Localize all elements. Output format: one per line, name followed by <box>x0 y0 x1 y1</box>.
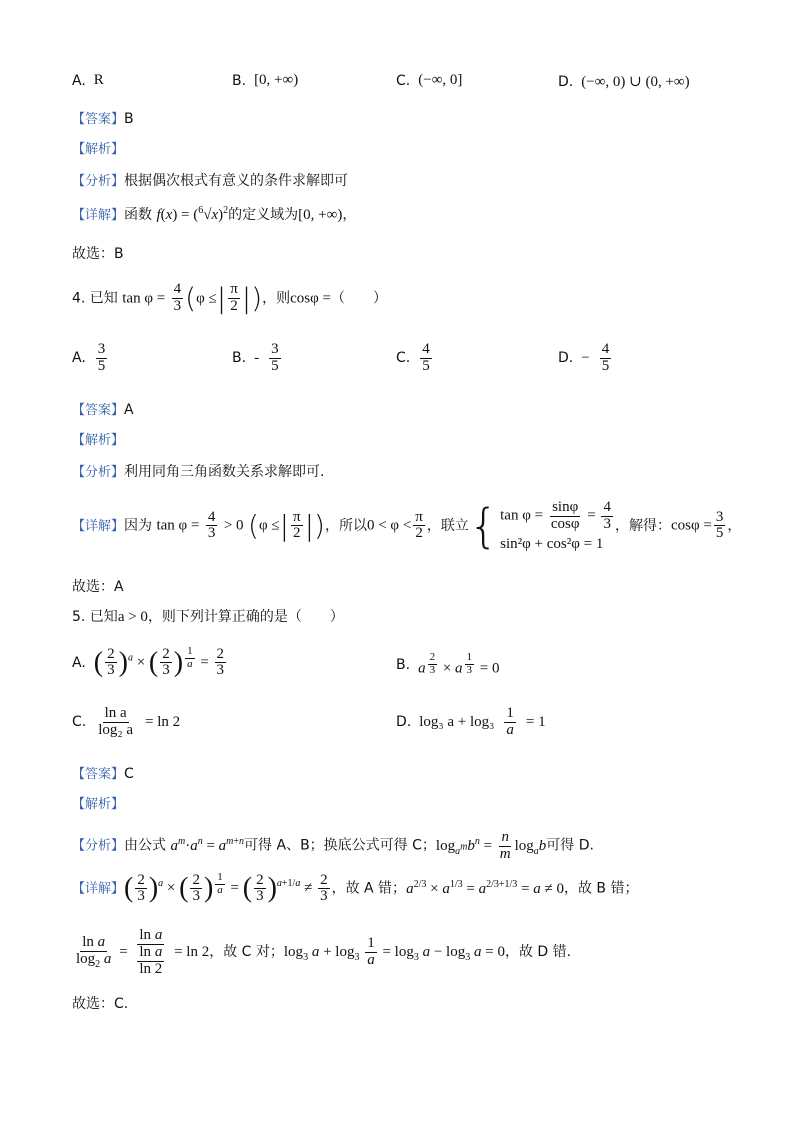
q3-option-d-letter: D. <box>558 73 574 90</box>
q4-system-frac1 <box>549 500 582 533</box>
q5-choose: 故选：C. <box>72 996 129 1012</box>
q5-fenxi-tag: 【分析】 <box>72 838 125 854</box>
q5-option-a-formula: ( $\frac{2}{3}$ )$^a$ × ( $\frac{2}{3}$ ) $^{\frac{1}{a}}$ = $\frac{2}{3}$ <box>93 645 225 679</box>
q4-xiangjie-result <box>714 510 726 543</box>
q3-answer-tag: 【答案】 <box>72 112 125 127</box>
q4-option-b-num: 3 <box>271 341 279 357</box>
q4-choose: 故选：A <box>72 579 124 595</box>
q4-option-b-fraction <box>269 342 281 375</box>
q4-xiangjie-pi-fraction <box>291 510 303 543</box>
q5-xiangjie-line-1 <box>72 872 638 905</box>
q4-system-brace: { <box>468 498 499 553</box>
q3-xiangjie-line <box>72 204 356 226</box>
q4-system-row-2: sin²φ + cos²φ = 1 <box>500 535 604 552</box>
q5-xiangjie-a-wrong: ，故 A 错； <box>331 880 407 897</box>
q4-option-a-num: 3 <box>97 341 106 357</box>
q3-answer-line <box>72 110 134 129</box>
q5-answer-tag: 【答案】 <box>72 767 125 782</box>
q3-analysis-tag: 【解析】 <box>72 142 125 157</box>
q4-option-b-sign: - <box>254 349 260 366</box>
q3-option-d <box>558 72 690 91</box>
q5-xiangjie-d-wrong: ，故 D 错. <box>504 943 572 960</box>
q5-option-c-rhs: = ln 2 <box>145 713 181 730</box>
q4-xiangjie-lian: ，联立 <box>426 517 469 534</box>
q4-xiangjie-because: 因为 <box>124 517 153 534</box>
q5-option-c-letter: C. <box>72 714 87 731</box>
q4-xiangjie-two: 2 <box>293 525 301 542</box>
q5-xiangjie-c-right: ，故 C 对； <box>209 943 284 960</box>
q5-option-c-num: ln a <box>104 705 127 721</box>
q5-fenxi-1: 由公式 <box>124 837 167 854</box>
q4-stem-den: 3 <box>173 297 182 314</box>
q4-option-a-letter: A. <box>72 350 86 367</box>
q5-option-d-expr: log₃ a + log₃ <box>419 713 495 730</box>
q4-option-d-num: 4 <box>601 341 610 357</box>
q4-result-den: 5 <box>715 525 724 542</box>
q4-xiangjie-cos: cosφ = <box>670 517 712 534</box>
q4-stem: 4. 已知 tan φ = $\frac{4}{3}$ (φ ≤| $\frac{\pi}{2}$ |)，则cosφ =（ ） <box>72 281 387 315</box>
q4-analysis-tag: 【解析】 <box>72 433 125 448</box>
q4-stem-blank: （ ） <box>331 290 387 307</box>
q5-fenxi-formula-1: $a^m\cdot a^n = a^{m+n}$ <box>170 835 245 854</box>
q5-xiangjie-formula-b: $a^{2/3} \times a^{1/3} = a^{2/3+1/3} = a \ne 0$ <box>406 878 564 897</box>
q3-option-d-value: (−∞, 0) ∪ (0, +∞) <box>581 74 690 90</box>
q5-fenxi-3: 可得 D. <box>546 837 594 854</box>
q5-fenxi-formula-2: $\log_{a^m}b^n$ = $\frac{n}{m}$ $\log_ab$ <box>435 829 547 862</box>
q5-answer-line <box>72 765 134 784</box>
q4-stem-pi: π <box>230 281 238 297</box>
q4-answer: A <box>124 402 134 418</box>
q4-option-c-fraction <box>420 342 432 375</box>
q4-option-d-letter: D. <box>558 350 574 367</box>
q3-answer: B <box>124 111 134 127</box>
q3-option-b-letter: B. <box>232 72 247 89</box>
q4-option-d <box>558 342 613 375</box>
q5-analysis-tag: 【解析】 <box>72 797 125 812</box>
q4-option-b-letter: B. <box>232 350 247 367</box>
q4-option-c-num: 4 <box>422 341 430 357</box>
q5-option-d-fraction: $\frac{1}{a}$ <box>506 705 514 738</box>
q4-xiangjie-pi-fraction-2 <box>413 510 425 543</box>
q4-system-row-1 <box>500 500 615 533</box>
q4-fenxi-tag: 【分析】 <box>72 465 125 480</box>
q4-xiangjie-line: 【详解】因为 tan φ = $\frac{4}{3}$ > 0 (φ ≤| $\frac{\pi}{2}$ |)，所以0 < φ < $\frac{\pi}{2}$ ，联立{ tan φ = $\frac{\sin\varphi}{\cos\varphi}$ = $\frac{4}{3}$ sin²φ + cos²φ = 1 ，解得：cosφ = $\frac{3}{5}$ ， <box>72 498 742 553</box>
q4-stem-cos: cosφ = <box>290 290 331 307</box>
q3-fenxi-text: 根据偶次根式有意义的条件求解即可 <box>124 173 349 189</box>
q5-option-d <box>396 706 546 739</box>
q4-option-d-sign: − <box>581 349 590 366</box>
q5-stem <box>72 608 344 628</box>
q3-fenxi-line <box>72 172 348 191</box>
q4-xiangjie-jie: ，解得： <box>614 517 671 534</box>
q4-system-den: 3 <box>603 515 611 532</box>
q4-option-a <box>72 342 109 375</box>
q5-option-b-letter: B. <box>396 656 411 673</box>
q4-xiangjie-tag: 【详解】 <box>72 518 125 534</box>
q4-system-num: 4 <box>603 499 611 515</box>
q3-analysis-line <box>72 141 124 159</box>
q4-xiangjie-den: 3 <box>207 525 216 542</box>
q3-function-formula: $f(x) = (^6√x)^2$ <box>156 205 229 223</box>
q4-xiangjie-pi-2: π <box>415 508 423 525</box>
q4-system-tan: tan φ = <box>500 507 544 524</box>
q3-fenxi-tag: 【分析】 <box>72 174 125 189</box>
q4-option-a-den: 5 <box>97 357 106 374</box>
q3-option-c <box>396 72 462 89</box>
q5-option-c <box>72 706 180 739</box>
q5-xiangjie-formula-c: $\frac{\text{ln a}}{\log_2 a}$ = $\frac{\text{ln a}}{\frac{\text{ln a}}{\ln 2}}$ = ln 2 <box>76 927 210 977</box>
q4-stem-num: 4 <box>173 281 182 297</box>
q4-stem-tan: tan φ = <box>122 290 166 307</box>
q4-system-frac2 <box>601 500 613 533</box>
q4-option-c-letter: C. <box>396 350 411 367</box>
q4-answer-tag: 【答案】 <box>72 403 125 418</box>
q4-option-d-den: 5 <box>601 357 610 374</box>
q5-answer: C <box>124 766 134 782</box>
q5-option-b-formula: a $^{\frac{2}{3}}$ × a $^{\frac{1}{3}}$ = 0 <box>418 651 500 677</box>
q4-analysis-line <box>72 432 124 450</box>
q4-stem-fraction <box>172 282 184 315</box>
q5-option-d-letter: D. <box>396 714 412 731</box>
q4-system-sin: sinφ <box>552 499 579 515</box>
q5-choose-line <box>72 995 128 1013</box>
q4-stem-two: 2 <box>230 297 238 314</box>
q5-option-a <box>72 646 228 679</box>
q5-fenxi-line <box>72 830 594 863</box>
q4-option-b <box>232 342 283 375</box>
q3-xiangjie-end: ， <box>342 207 357 223</box>
q4-option-b-den: 5 <box>271 357 279 374</box>
q5-fenxi-2: 可得 A、B；换底公式可得 C； <box>244 837 436 854</box>
q4-system-eq: = <box>587 507 596 524</box>
q4-xiangjie-comma: ， <box>727 517 742 534</box>
q3-option-a-value: R <box>93 72 104 88</box>
q5-xiangjie-b-wrong: ，故 B 错； <box>563 880 639 897</box>
q4-option-c <box>396 342 434 375</box>
q4-option-d-fraction <box>600 342 612 375</box>
q4-xiangjie-fraction <box>206 510 218 543</box>
q5-xiangjie-tag: 【详解】 <box>72 881 125 897</box>
q3-option-b <box>232 72 298 89</box>
q3-option-a <box>72 72 104 89</box>
q4-option-a-fraction <box>96 342 108 375</box>
q5-stem-prefix: 5. 已知 <box>72 609 118 625</box>
q4-stem-then: ，则 <box>262 290 291 307</box>
q5-xiangjie-formula-a: ( $\frac{2}{3}$ )$^a$ × ( $\frac{2}{3}$ ) $^{\frac{1}{a}}$ = ( $\frac{2}{3}$ )$^{a+1/a}$ ≠ $\frac{2}{3}$ <box>124 871 328 905</box>
q4-xiangjie-tan: tan φ = <box>156 517 200 534</box>
q5-analysis-line <box>72 796 124 814</box>
q3-xiangjie-range: [0, +∞) <box>298 207 343 223</box>
q3-choose-line <box>72 245 124 263</box>
q5-xiangjie-line-2 <box>72 928 571 977</box>
q5-option-c-den: log₂ a <box>98 721 134 738</box>
q3-choose: 故选：B <box>72 246 124 262</box>
q5-option-a-letter: A. <box>72 654 86 671</box>
q4-stem-pi-fraction <box>228 282 240 315</box>
q4-xiangjie-two-2: 2 <box>415 525 423 542</box>
q4-option-c-den: 5 <box>422 357 430 374</box>
q4-stem-prefix: 4. 已知 <box>72 290 118 307</box>
q4-xiangjie-num: 4 <box>207 508 216 525</box>
q5-option-b <box>396 652 500 677</box>
q4-choose-line <box>72 578 124 596</box>
q3-xiangjie-tag: 【详解】 <box>72 208 125 223</box>
q4-answer-line <box>72 401 134 420</box>
q4-xiangjie-cond: φ ≤ <box>258 517 280 534</box>
q4-stem-cond: φ ≤ <box>196 290 217 307</box>
q4-xiangjie-gt0: > 0 <box>223 517 244 534</box>
q3-option-a-letter: A. <box>72 72 86 89</box>
q4-result-num: 3 <box>715 508 724 525</box>
q4-fenxi-line <box>72 463 324 482</box>
q4-xiangjie-so: ，所以 <box>324 517 367 534</box>
q3-option-c-letter: C. <box>396 72 411 89</box>
q3-xiangjie-mid: 的定义域为 <box>228 207 299 223</box>
q5-option-d-rhs: = 1 <box>525 713 546 730</box>
q3-option-c-value: (−∞, 0] <box>418 72 463 88</box>
q4-system <box>500 500 615 552</box>
q5-stem-cond: a > 0 <box>117 609 148 625</box>
q5-stem-text: ，则下列计算正确的是（ ） <box>147 609 344 625</box>
q3-xiangjie-prefix: 函数 <box>124 207 153 223</box>
q5-option-c-fraction <box>96 706 135 739</box>
q4-xiangjie-pi: π <box>293 508 301 525</box>
q4-fenxi-text: 利用同角三角函数关系求解即可. <box>124 464 325 480</box>
q5-xiangjie-formula-d: $\log_3 a + \log_3$ $\frac{1}{a}$ = $\log_3 a - \log_3 a = 0$ <box>283 934 505 968</box>
q4-xiangjie-range: 0 < φ < <box>366 517 412 534</box>
q4-system-cos: cosφ <box>550 515 580 532</box>
q3-option-b-value: [0, +∞) <box>254 72 299 88</box>
